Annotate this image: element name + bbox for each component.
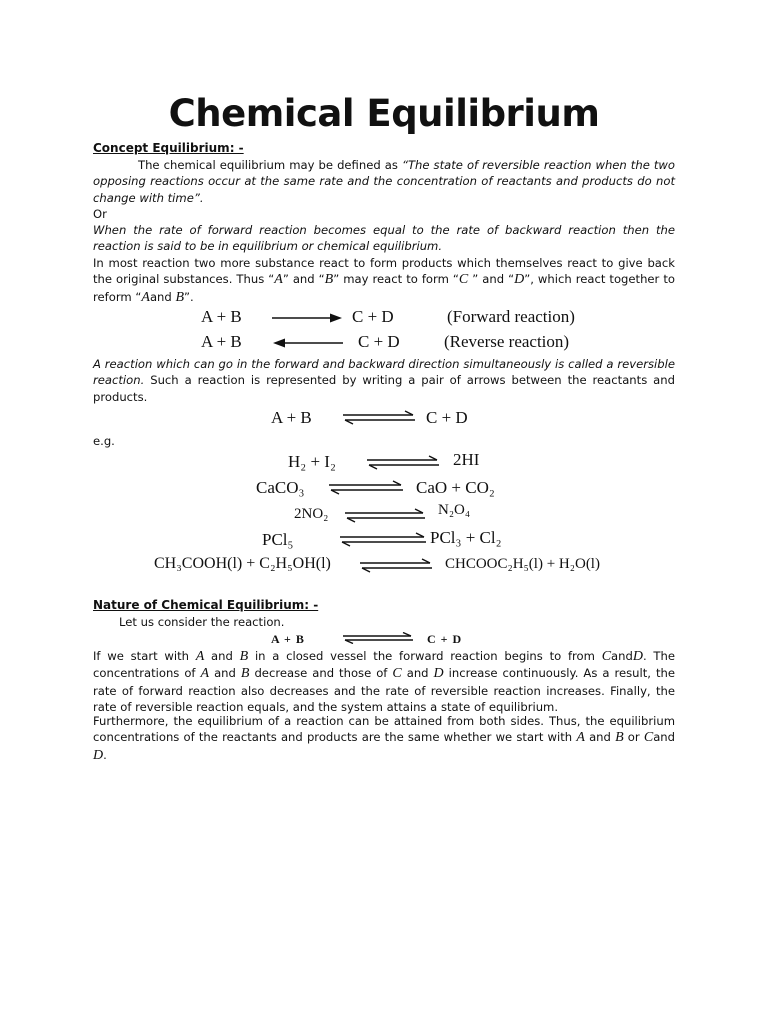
definition-quote: “The state of reversible reaction when the two opposing reactions occur at the same rate and the concentration of reactants and products do not change with time”. [93, 158, 675, 205]
equilibrium-arrows-icon [343, 632, 413, 644]
alternate-definition: When the rate of forward reaction becomes equal to the rate of backward reaction then the reaction is said to be in equilibrium or chemical equilibrium. [93, 223, 675, 254]
eg-label: e.g. [93, 434, 115, 448]
equilibrium-arrows-icon [367, 455, 439, 471]
symbol-b: B [324, 272, 334, 288]
example-1-rhs: 2HI [453, 450, 480, 469]
equilibrium-arrows-icon [343, 410, 415, 426]
reverse-reaction-label: (Reverse reaction) [444, 332, 570, 351]
concept-heading: Concept Equilibrium: - [93, 141, 244, 155]
example-4-lhs: PCl₅ [262, 530, 294, 549]
reverse-reaction-lhs: A + B [201, 332, 242, 351]
forward-reaction-label: (Forward reaction) [447, 307, 575, 326]
definition-paragraph [93, 157, 675, 206]
example-5-rhs: CHCOOC₂H₅(l) + H₂O(l) [445, 556, 600, 572]
equilibrium-arrows-icon [329, 480, 403, 496]
forward-reaction-rhs: C + D [352, 307, 394, 326]
equilibrium-arrows-icon [340, 532, 426, 548]
substances-paragraph: In most reaction two more substance react to form products which themselves react to give back the original substances. Thus “A” and “B” may react to form “C ” and “D”, which react together to reform “Aand B”. [93, 256, 675, 305]
equilibrium-arrows-icon [360, 558, 432, 574]
nature-eq-lhs: A + B [271, 632, 305, 646]
nature-paragraph-2: Furthermore, the equilibrium of a reaction can be attained from both sides. Thus, the equilibrium concentrations of the reactants and products are the same whether we start with A and B or Cand D. [93, 714, 675, 763]
nature-eq-rhs: C + D [427, 632, 463, 646]
symbol-c: C [458, 272, 469, 288]
nature-heading: Nature of Chemical Equilibrium: - [93, 598, 319, 612]
definition-intro: The chemical equilibrium may be defined as [138, 158, 402, 172]
forward-reaction-lhs: A + B [201, 307, 242, 326]
example-4-rhs: PCl₃ + Cl₂ [430, 528, 502, 547]
example-1-lhs: H₂ + I₂ [288, 452, 336, 471]
forward-arrow-icon [272, 310, 342, 326]
or-text: Or [93, 207, 107, 221]
reversible-eq-lhs: A + B [271, 408, 312, 427]
reversible-paragraph: A reaction which can go in the forward and backward direction simultaneously is called a reversible reaction. Such a reaction is represented by writing a pair of arrows between the reactants and products. [93, 357, 675, 404]
example-2-lhs: CaCO₃ [256, 478, 305, 497]
nature-paragraph-1: If we start with A and B in a closed vessel the forward reaction begins to from CandD. The concentrations of A and B decrease and those of C and D increase continuously. As a result, the rate of forward reaction also decreases and the rate of reversible reaction increases. Finally, the rate of reversible reaction equals, and the system attains a state of equilibrium. [93, 649, 675, 715]
reverse-reaction-rhs: C + D [358, 332, 400, 351]
equilibrium-arrows-icon [345, 508, 425, 524]
nature-intro: Let us consider the reaction. [119, 615, 285, 629]
example-5-lhs: CH₃COOH(l) + C₂H₅OH(l) [154, 555, 331, 572]
example-3-rhs: N₂O₄ [438, 502, 471, 518]
reverse-arrow-icon [273, 335, 343, 351]
symbol-d: D [514, 272, 525, 288]
reversible-eq-rhs: C + D [426, 408, 468, 427]
symbol-a: A [274, 272, 283, 288]
page-title: Chemical Equilibrium [168, 92, 600, 135]
example-3-lhs: 2NO₂ [294, 506, 329, 522]
example-2-rhs: CaO + CO₂ [416, 478, 495, 497]
